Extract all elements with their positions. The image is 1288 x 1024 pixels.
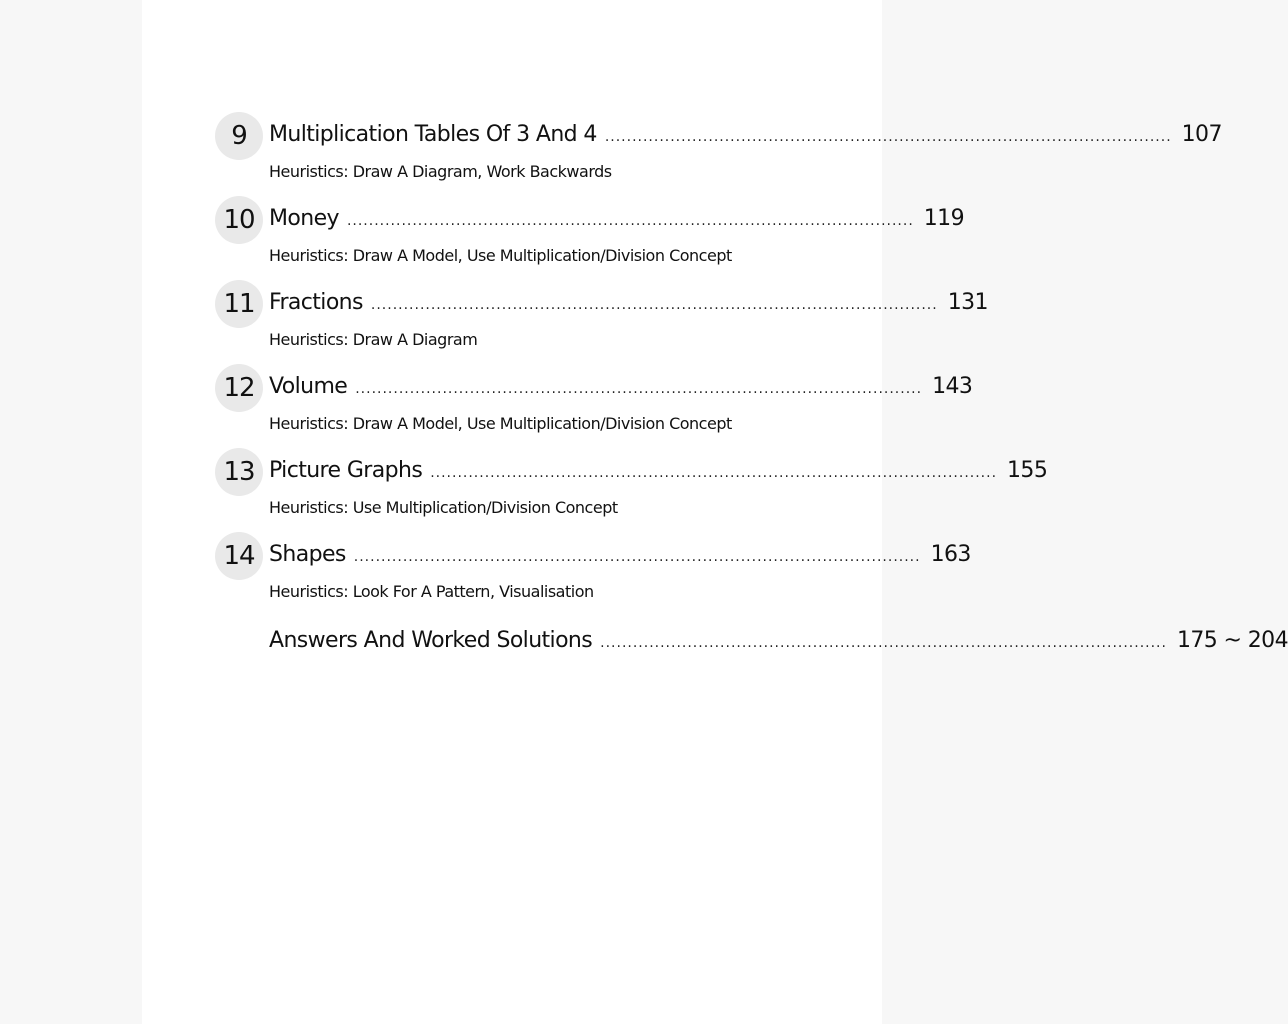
chapter-title: Fractions [269,290,363,315]
dot-leader: ........................................................................................................ [355,381,923,397]
answers-page-range: 175 ~ 204 [1176,628,1288,653]
chapter-number-badge: 9 [215,112,263,160]
dot-leader: ........................................................................................................ [600,635,1167,651]
dot-leader: ........................................................................................................ [430,465,998,481]
chapter-heuristics: Heuristics: Draw A Diagram, Work Backwards [269,162,612,181]
chapter-title: Volume [269,374,348,399]
chapter-number-badge: 11 [215,280,263,328]
chapter-title-line [269,206,964,236]
chapter-page-number: 163 [930,542,971,567]
dot-leader: ........................................................................................................ [604,129,1172,145]
chapter-title: Money [269,206,339,231]
chapter-page-number: 155 [1007,458,1048,483]
chapter-title-line [269,458,1048,488]
chapter-page-number: 107 [1181,122,1222,147]
chapter-heuristics: Heuristics: Look For A Pattern, Visualisation [269,582,594,601]
chapter-heuristics: Heuristics: Draw A Diagram [269,330,478,349]
table-of-contents [215,112,1288,656]
chapter-heuristics: Heuristics: Use Multiplication/Division Concept [269,498,618,517]
toc-entry-13 [215,448,1048,532]
answers-title-line [269,628,1288,658]
toc-entry-10 [215,196,964,280]
chapter-page-number: 119 [923,206,964,231]
chapter-title-line [269,542,971,572]
toc-entry-12 [215,364,973,448]
chapter-heuristics: Heuristics: Draw A Model, Use Multiplication/Division Concept [269,246,732,265]
toc-entry-11 [215,280,988,364]
toc-entry-answers [215,616,1288,656]
chapter-number-badge: 13 [215,448,263,496]
chapter-page-number: 143 [932,374,973,399]
chapter-title: Shapes [269,542,346,567]
chapter-title: Picture Graphs [269,458,423,483]
chapter-title-line [269,290,988,320]
chapter-number-badge: 12 [215,364,263,412]
dot-leader: ........................................................................................................ [346,213,914,229]
chapter-title-line [269,122,1222,152]
chapter-title-line [269,374,973,404]
dot-leader: ........................................................................................................ [353,549,921,565]
dot-leader: ........................................................................................................ [370,297,938,313]
chapter-number-badge: 14 [215,532,263,580]
chapter-heuristics: Heuristics: Draw A Model, Use Multiplication/Division Concept [269,414,732,433]
toc-entry-14 [215,532,971,616]
answers-title: Answers And Worked Solutions [269,628,593,653]
chapter-title: Multiplication Tables Of 3 And 4 [269,122,597,147]
chapter-page-number: 131 [947,290,988,315]
toc-entry-9 [215,112,1222,196]
chapter-number-badge: 10 [215,196,263,244]
